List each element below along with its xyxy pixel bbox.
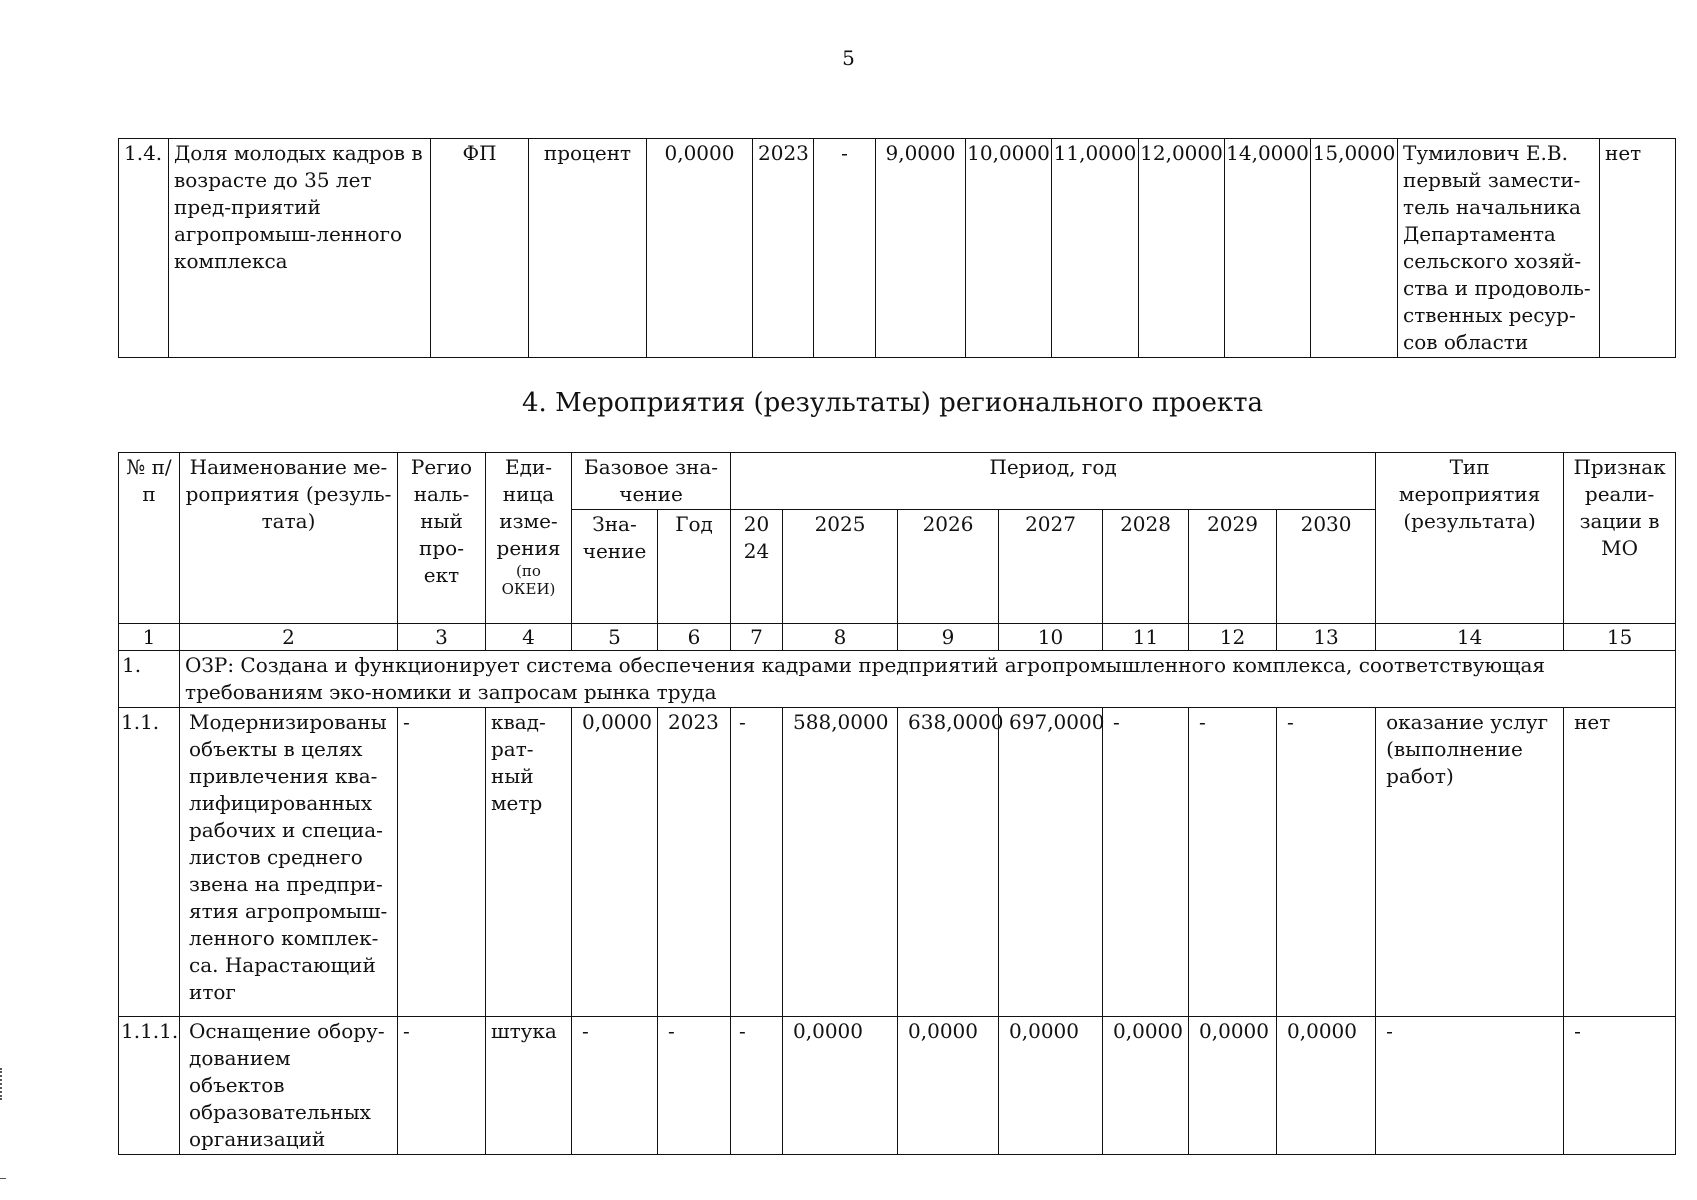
header-year-2027: 2027 [999,510,1103,624]
value-2030: 0,0000 [1277,1017,1376,1155]
table-row [119,139,1676,358]
column-number: 14 [1376,624,1564,651]
value-2024: - [731,1017,783,1155]
value-2028: - [1103,708,1189,1017]
responsible-person: Тумилович Е.В. первый замести-тель начальника Департамента сельского хозяй-ства и продоволь-ственных ресур-сов области [1398,139,1600,358]
flag: нет [1600,139,1676,358]
table-row [119,1017,1676,1155]
table-row [119,708,1676,1017]
row-number: 1.1. [119,708,180,1017]
value-2026: 0,0000 [898,1017,999,1155]
column-number: 12 [1189,624,1277,651]
value-2024: - [814,139,876,358]
header-unit [486,453,572,624]
header-project: Регио наль-ный про-ект [398,453,486,624]
column-number: 3 [398,624,486,651]
indicator-unit: процент [529,139,647,358]
value-2029: 0,0000 [1189,1017,1277,1155]
value-2028: 12,0000 [1139,139,1225,358]
header-unit-okei: (по ОКЕИ) [501,562,556,598]
value-2027: 0,0000 [999,1017,1103,1155]
column-number: 7 [731,624,783,651]
value-2026: 10,0000 [966,139,1052,358]
row-number: 1.4. [119,139,169,358]
header-base-value: Зна-чение [572,510,658,624]
value-2026: 638,0000 [898,708,999,1017]
goal-number: 1. [119,651,180,708]
binding-margin-mark [0,1068,6,1100]
column-number: 8 [783,624,898,651]
header-base: Базовое зна-чение [572,453,731,510]
value-2024: - [731,708,783,1017]
activity-project: - [398,1017,486,1155]
activity-name: Оснащение обору-дованием объектов образовательных организаций [180,1017,398,1155]
base-year: 2023 [753,139,814,358]
header-name: Наименование ме-роприятия (резуль-тата) [180,453,398,624]
indicator-name: Доля молодых кадров в возрасте до 35 лет пред-приятий агропромыш-ленного комплекса [169,139,431,358]
header-year-2029: 2029 [1189,510,1277,624]
base-value: - [572,1017,658,1155]
base-value: 0,0000 [647,139,753,358]
column-number: 10 [999,624,1103,651]
activities-table [118,452,1676,1155]
header-type: Тип мероприятия (результата) [1376,453,1564,624]
header-year-2028: 2028 [1103,510,1189,624]
header-num: № п/п [119,453,180,624]
column-number: 1 [119,624,180,651]
column-number: 6 [658,624,731,651]
row-number: 1.1.1. [119,1017,180,1155]
column-number: 9 [898,624,999,651]
activity-flag: нет [1564,708,1676,1017]
header-row [119,453,1676,510]
value-2029: 14,0000 [1225,139,1311,358]
column-number: 5 [572,624,658,651]
base-year: - [658,1017,731,1155]
value-2030: - [1277,708,1376,1017]
activity-type: оказание услуг (выполнение работ) [1376,708,1564,1017]
header-period: Период, год [731,453,1376,510]
indicator-level: ФП [431,139,529,358]
header-year-2030: 2030 [1277,510,1376,624]
activity-type: - [1376,1017,1564,1155]
header-year-2026: 2026 [898,510,999,624]
header-unit-label: Еди-ница изме-рения [496,455,561,560]
goal-row [119,651,1676,708]
activity-project: - [398,708,486,1017]
value-2029: - [1189,708,1277,1017]
header-flag: Признак реали-зации в МО [1564,453,1676,624]
base-year: 2023 [658,708,731,1017]
column-numbers-row [119,624,1676,651]
activity-flag: - [1564,1017,1676,1155]
header-year-2024: 20 24 [731,510,783,624]
indicators-table-continued [118,138,1676,358]
column-number: 15 [1564,624,1676,651]
header-base-year: Год [658,510,731,624]
base-value: 0,0000 [572,708,658,1017]
value-2027: 11,0000 [1052,139,1139,358]
activity-name: Модернизированы объекты в целях привлечения ква-лифицированных рабочих и специа-листов среднего звена на предпри-ятия агропромыш-ленного комплек-са. Нарастающий итог [180,708,398,1017]
column-number: 11 [1103,624,1189,651]
column-number: 4 [486,624,572,651]
value-2025: 588,0000 [783,708,898,1017]
page-number: 5 [842,46,855,70]
section-title: 4. Мероприятия (результаты) регионального проекта [522,388,1263,418]
margin-dash [0,1178,6,1179]
value-2028: 0,0000 [1103,1017,1189,1155]
value-2025: 9,0000 [876,139,966,358]
column-number: 13 [1277,624,1376,651]
value-2027: 697,0000 [999,708,1103,1017]
header-year-2025: 2025 [783,510,898,624]
value-2030: 15,0000 [1311,139,1398,358]
value-2025: 0,0000 [783,1017,898,1155]
activity-unit: штука [486,1017,572,1155]
column-number: 2 [180,624,398,651]
activity-unit: квад-рат-ный метр [486,708,572,1017]
goal-text: ОЗР: Создана и функционирует система обеспечения кадрами предприятий агропромышленного комплекса, соответствующая требованиям эко-номики и запросам рынка труда [180,651,1676,708]
